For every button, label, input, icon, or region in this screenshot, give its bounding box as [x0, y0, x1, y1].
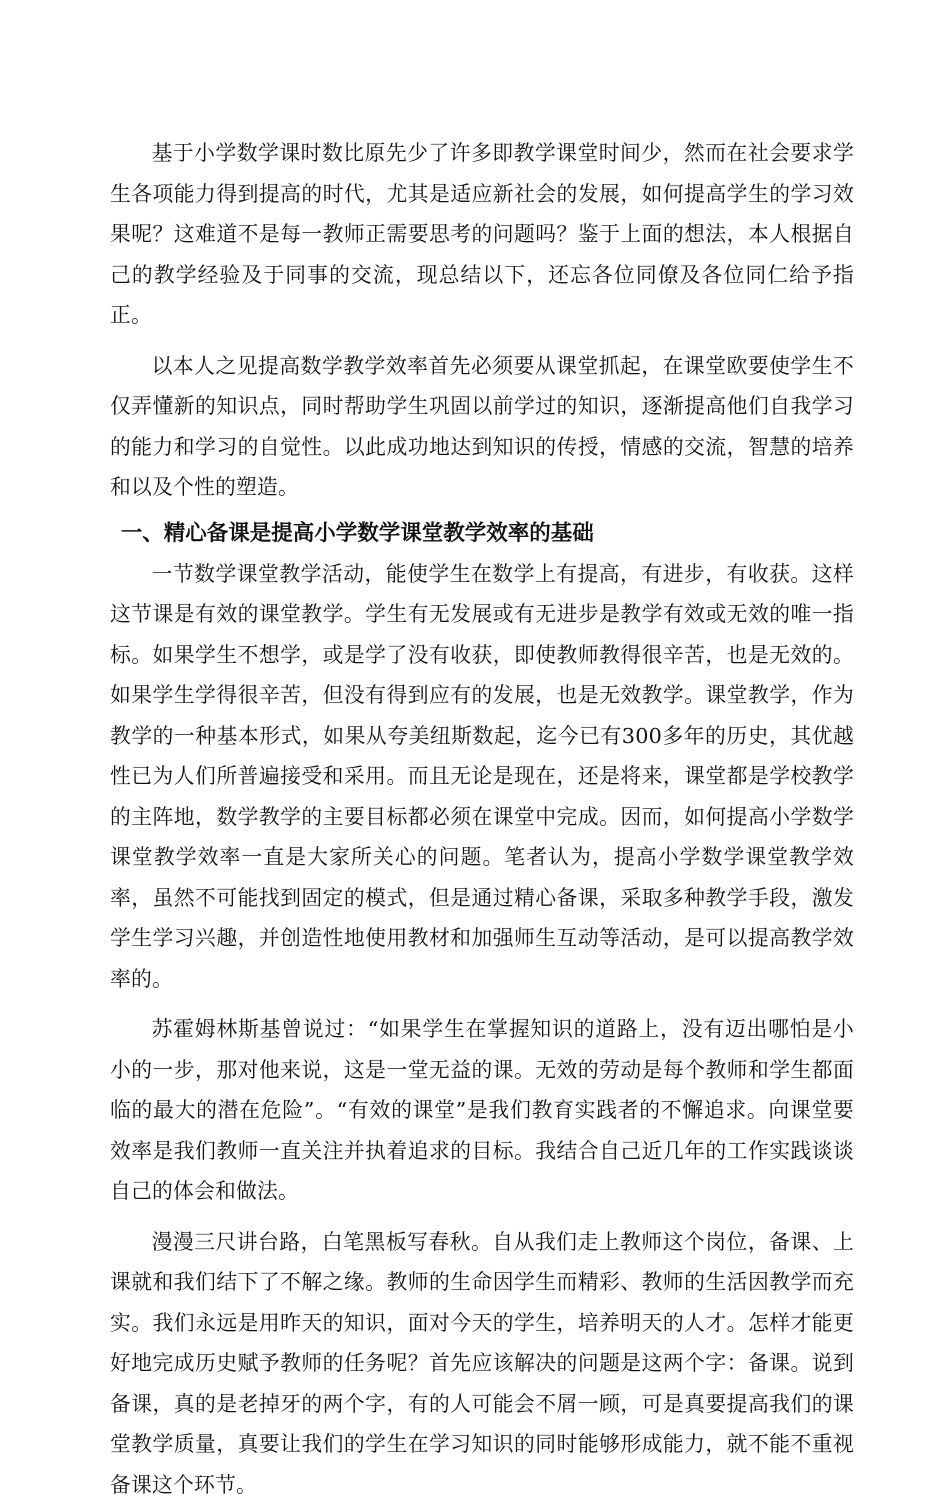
intro-paragraph-2: 以本人之见提高数学教学效率首先必须要从课堂抓起，在课堂欧要使学生不仅弄懂新的知识点，同时帮助学生巩固以前学过的知识，逐渐提高他们自我学习的能力和学习的自觉性。以此成功地达到知识的传授，情感的交流，智慧的培养和以及个性的塑造。 — [110, 346, 854, 508]
intro-paragraph-1: 基于小学数学课时数比原先少了许多即教学课堂时间少，然而在社会要求学生各项能力得到提高的时代，尤其是适应新社会的发展，如何提高学生的学习效果呢？这难道不是每一教师正需要思考的问题吗？鉴于上面的想法，本人根据自己的教学经验及于同事的交流，现总结以下，还忘各位同僚及各位同仁给予指正。 — [110, 133, 854, 336]
document-body — [110, 133, 854, 1505]
section-heading: 一、精心备课是提高小学数学课堂教学效率的基础 — [110, 514, 854, 554]
section-paragraph-2: 苏霍姆林斯基曾说过：“如果学生在掌握知识的道路上，没有迈出哪怕是小小的一步，那对他来说，这是一堂无益的课。无效的劳动是每个教师和学生都面临的最大的潜在危险”。“有效的课堂”是我们教育实践者的不懈追求。向课堂要效率是我们教师一直关注并执着追求的目标。我结合自己近几年的工作实践谈谈自己的体会和做法。 — [110, 1009, 854, 1212]
section-paragraph-1: 一节数学课堂教学活动，能使学生在数学上有提高，有进步，有收获。这样这节课是有效的课堂教学。学生有无发展或有无进步是教学有效或无效的唯一指标。如果学生不想学，或是学了没有收获，即使教师教得很辛苦，也是无效的。如果学生学得很辛苦，但没有得到应有的发展，也是无效教学。课堂教学，作为教学的一种基本形式，如果从夸美纽斯数起，迄今已有300多年的历史，其优越性已为人们所普遍接受和采用。而且无论是现在，还是将来，课堂都是学校教学的主阵地，数学教学的主要目标都必须在课堂中完成。因而，如何提高小学数学课堂教学效率一直是大家所关心的问题。笔者认为，提高小学数学课堂教学效率，虽然不可能找到固定的模式，但是通过精心备课，采取多种教学手段，激发学生学习兴趣，并创造性地使用教材和加强师生互动等活动，是可以提高教学效率的。 — [110, 554, 854, 1000]
section-paragraph-3: 漫漫三尺讲台路，白笔黑板写春秋。自从我们走上教师这个岗位，备课、上课就和我们结下了不解之缘。教师的生命因学生而精彩、教师的生活因教学而充实。我们永远是用昨天的知识，面对今天的学生，培养明天的人才。怎样才能更好地完成历史赋予教师的任务呢？首先应该解决的问题是这两个字：备课。说到备课，真的是老掉牙的两个字，有的人可能会不屑一顾，可是真要提高我们的课堂教学质量，真要让我们的学生在学习知识的同时能够形成能力，就不能不重视备课这个环节。 — [110, 1222, 854, 1505]
